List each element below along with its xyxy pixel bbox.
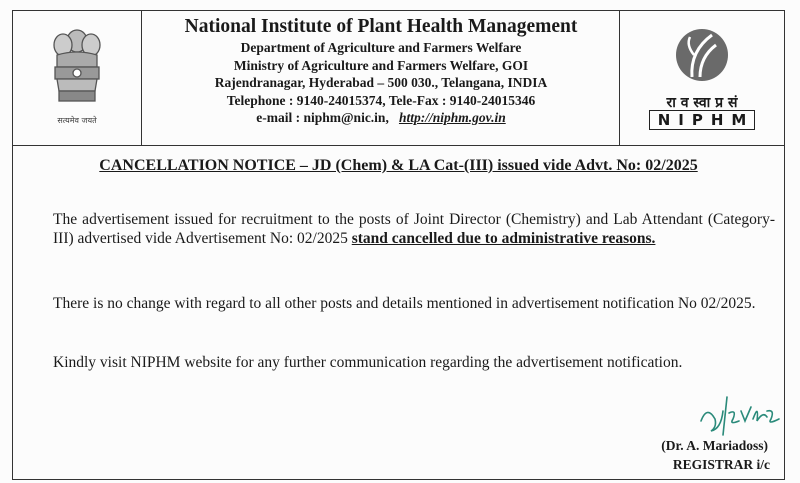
notice-paragraph-3: Kindly visit NIPHM website for any further communication regarding the advertisement notification. bbox=[53, 354, 683, 371]
notice-title: CANCELLATION NOTICE – JD (Chem) & LA Cat-(III) issued vide Advt. No: 02/2025 bbox=[99, 157, 698, 174]
notice-paragraph-1 bbox=[53, 210, 775, 248]
telephone-line: Telephone : 9140-24015374, Tele-Fax : 9140-24015346 bbox=[226, 92, 536, 108]
notice-frame bbox=[12, 10, 785, 480]
emblem-panel bbox=[13, 11, 142, 145]
state-emblem-icon bbox=[13, 11, 141, 115]
niphm-leaf-logo-icon bbox=[620, 15, 784, 95]
letterhead bbox=[13, 11, 784, 146]
niphm-logo-panel bbox=[619, 11, 784, 145]
contact-line bbox=[141, 109, 621, 127]
emblem-caption: सत्यमेव जयते bbox=[57, 116, 97, 125]
org-name: National Institute of Plant Health Management bbox=[184, 16, 578, 37]
notice-paragraph-2: There is no change with regard to all other posts and details mentioned in advertisement notification No 02/2025. bbox=[53, 295, 756, 312]
paragraph-1-emphasis: stand cancelled due to administrative reasons. bbox=[351, 230, 656, 247]
department-line: Department of Agriculture and Farmers Welfare bbox=[240, 40, 522, 55]
email-text: e-mail : niphm@nic.in, bbox=[256, 110, 389, 125]
website-link[interactable]: http://niphm.gov.in bbox=[398, 110, 506, 125]
paragraph-1-text: The advertisement issued for recruitment to the posts of Joint Director (Chemistry) and Lab Attendant (Category-III) advertised vide Advertisement No: 02/2025 bbox=[53, 211, 775, 247]
signatory-designation: REGISTRAR i/c bbox=[672, 457, 770, 472]
address-line: Rajendranagar, Hyderabad – 500 030., Telangana, INDIA bbox=[214, 75, 548, 90]
signatory-name: (Dr. A. Mariadoss) bbox=[661, 438, 768, 453]
logo-abbreviation: NIPHM bbox=[620, 111, 784, 129]
letterhead-text bbox=[141, 15, 621, 127]
logo-hindi-text: रा व स्वा प्र सं bbox=[666, 95, 738, 111]
ministry-line: Ministry of Agriculture and Farmers Welfare, GOI bbox=[233, 57, 529, 73]
